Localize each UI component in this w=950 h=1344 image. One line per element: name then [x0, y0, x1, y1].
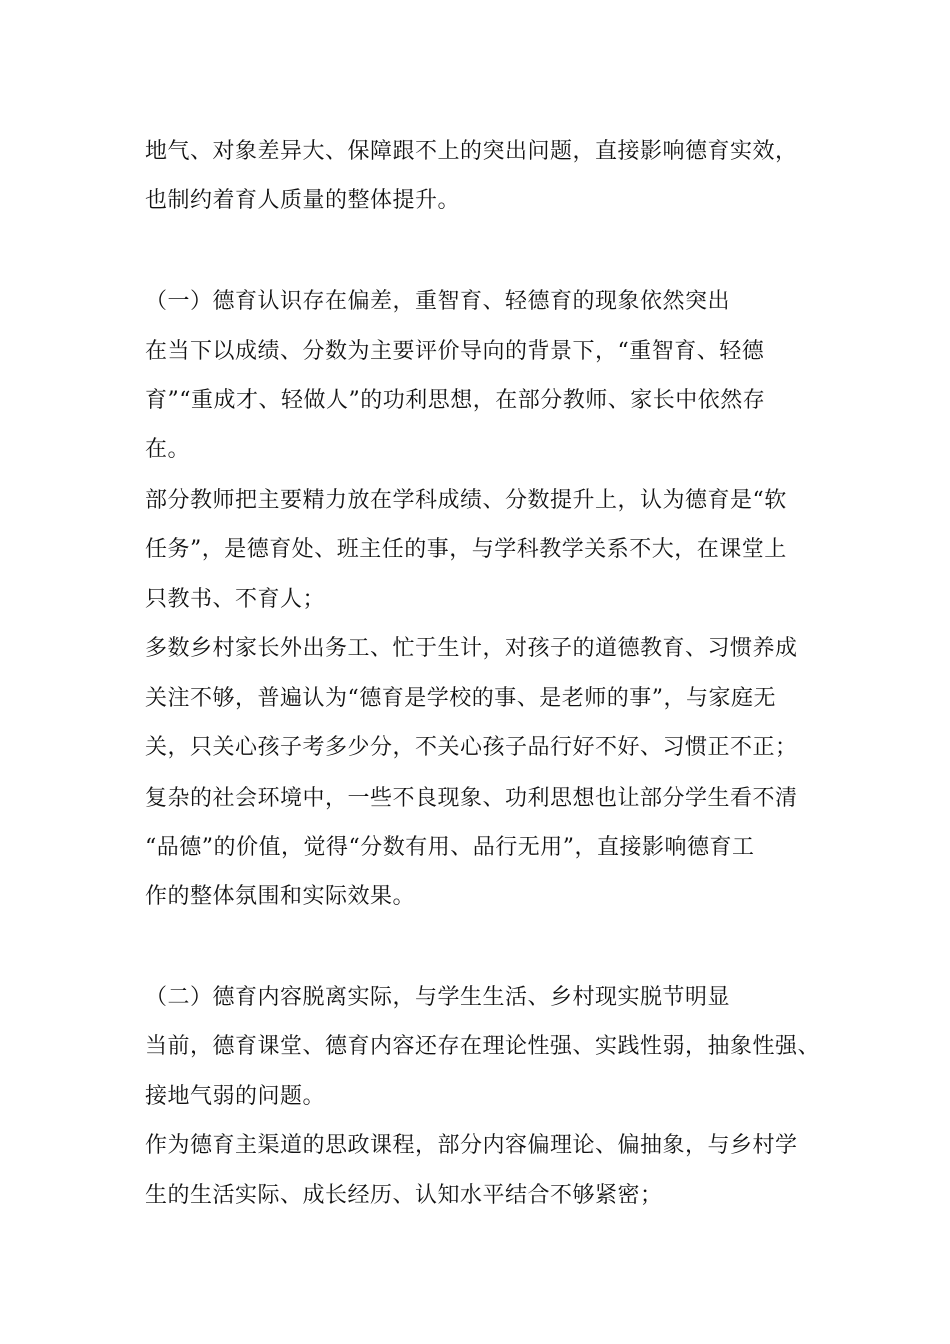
- section-1-p2-line-2: 任务”，是德育处、班主任的事，与学科教学关系不大，在课堂上: [145, 537, 787, 562]
- section-1-p3-line-3: 关，只关心孩子考多少分，不关心孩子品行好不好、习惯正不正；: [145, 735, 798, 760]
- section-1-p1-line-2: 育”“重成才、轻做人”的功利思想，在部分教师、家长中依然存: [145, 388, 766, 413]
- section-1-p3-line-2: 关注不够，普遍认为“德育是学校的事、是老师的事”，与家庭无: [145, 686, 776, 711]
- section-1-p3-line-1: 多数乡村家长外出务工、忙于生计，对孩子的道德教育、习惯养成: [145, 636, 798, 661]
- section-2-p2-line-1: 作为德育主渠道的思政课程，部分内容偏理论、偏抽象，与乡村学: [145, 1133, 798, 1158]
- section-1-p4-line-3: 作的整体氛围和实际效果。: [145, 884, 416, 909]
- section-1-heading: （一）德育认识存在偏差，重智育、轻德育的现象依然突出: [145, 289, 731, 314]
- section-1-p2-line-3: 只教书、不育人；: [145, 587, 326, 612]
- intro-line-2: 也制约着育人质量的整体提升。: [145, 188, 461, 213]
- section-1-p1-line-3: 在。: [145, 437, 191, 462]
- section-2-p2-line-2: 生的生活实际、成长经历、认知水平结合不够紧密；: [145, 1183, 663, 1208]
- section-2-p1-line-2: 接地气弱的问题。: [145, 1084, 326, 1109]
- section-2-p1-line-1: 当前，德育课堂、德育内容还存在理论性强、实践性弱，抽象性强、: [145, 1034, 821, 1059]
- section-1-p2-line-1: 部分教师把主要精力放在学科成绩、分数提升上，认为德育是“软: [145, 488, 787, 513]
- section-1-p4-line-2: “品德”的价值，觉得“分数有用、品行无用”，直接影响德育工: [145, 835, 755, 860]
- section-2-heading: （二）德育内容脱离实际，与学生生活、乡村现实脱节明显: [145, 985, 731, 1010]
- section-1-p4-line-1: 复杂的社会环境中，一些不良现象、功利思想也让部分学生看不清: [145, 786, 798, 811]
- intro-line-1: 地气、对象差异大、保障跟不上的突出问题，直接影响德育实效，: [145, 139, 798, 164]
- section-1-p1-line-1: 在当下以成绩、分数为主要评价导向的背景下，“重智育、轻德: [145, 339, 765, 364]
